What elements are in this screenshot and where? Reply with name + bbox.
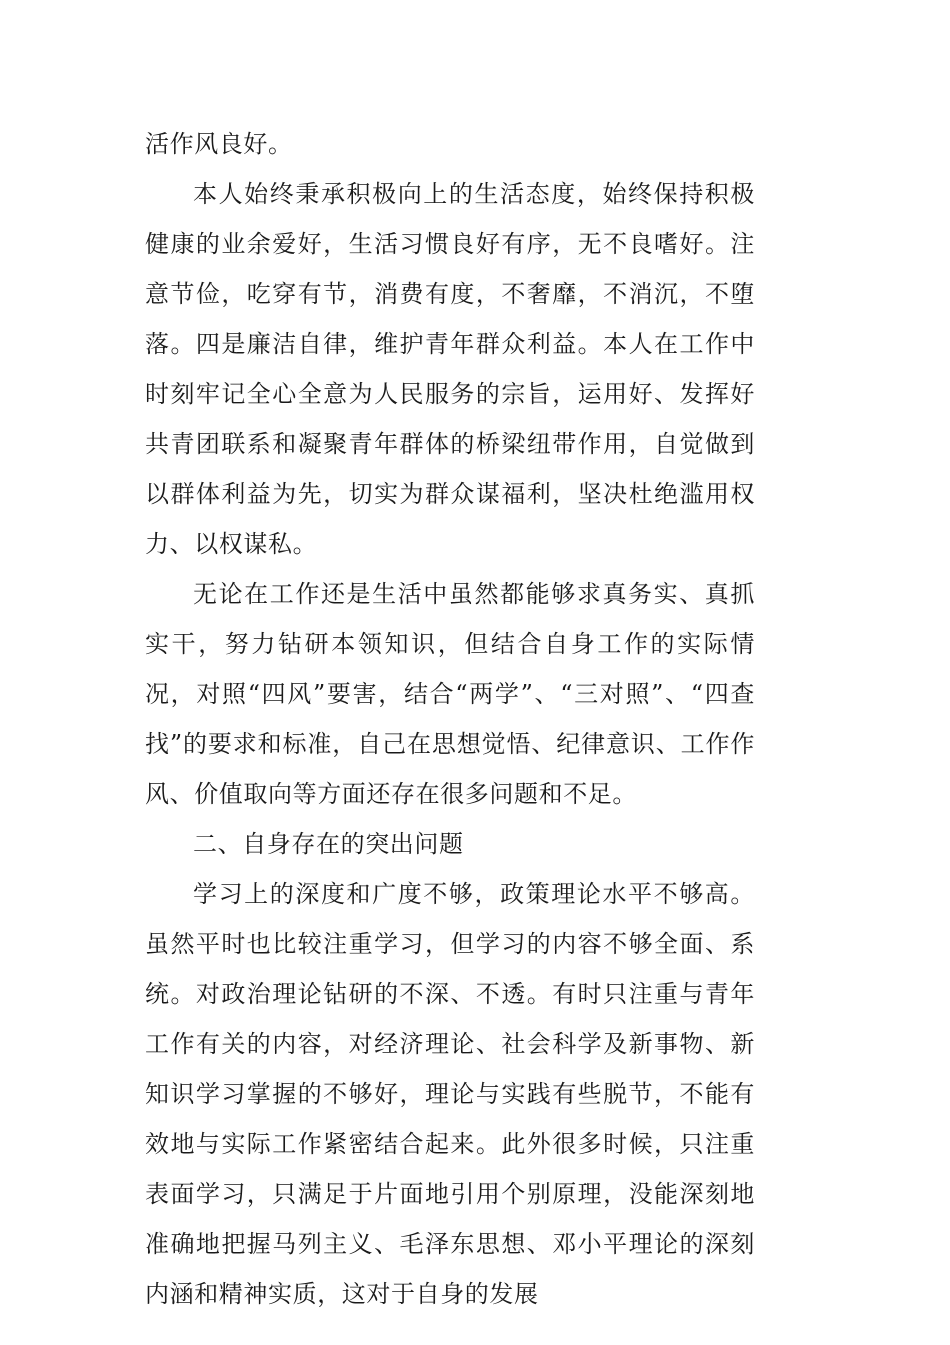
paragraph-lifestyle: 本人始终秉承积极向上的生活态度，始终保持积极健康的业余爱好，生活习惯良好有序，无不良嗜好。注意节俭，吃穿有节，消费有度，不奢靡，不消沉，不堕落。四是廉洁自律，维护青年群众利益。本人在工作中时刻牢记全心全意为人民服务的宗旨，运用好、发挥好共青团联系和凝聚青年群体的桥梁纽带作用，自觉做到以群体利益为先，切实为群众谋福利，坚决杜绝滥用权力、以权谋私。 <box>145 180 755 558</box>
paragraph-continuation: 活作风良好。 <box>145 130 293 158</box>
body-text <box>145 119 755 1319</box>
paragraph-study-issues: 学习上的深度和广度不够，政策理论水平不够高。虽然平时也比较注重学习，但学习的内容不够全面、系统。对政治理论钻研的不深、不透。有时只注重与青年工作有关的内容，对经济理论、社会科学及新事物、新知识学习掌握的不够好，理论与实践有些脱节，不能有效地与实际工作紧密结合起来。此外很多时候，只注重表面学习，只满足于片面地引用个别原理，没能深刻地准确地把握马列主义、毛泽东思想、邓小平理论的深刻内涵和精神实质，这对于自身的发展 <box>145 880 755 1308</box>
section-heading: 二、自身存在的突出问题 <box>193 830 464 858</box>
paragraph-shortcomings-intro: 无论在工作还是生活中虽然都能够求真务实、真抓实干，努力钻研本领知识，但结合自身工作的实际情况，对照“四风”要害，结合“两学”、“三对照”、“四查找”的要求和标准，自己在思想觉悟、纪律意识、工作作风、价值取向等方面还存在很多问题和不足。 <box>145 580 755 808</box>
